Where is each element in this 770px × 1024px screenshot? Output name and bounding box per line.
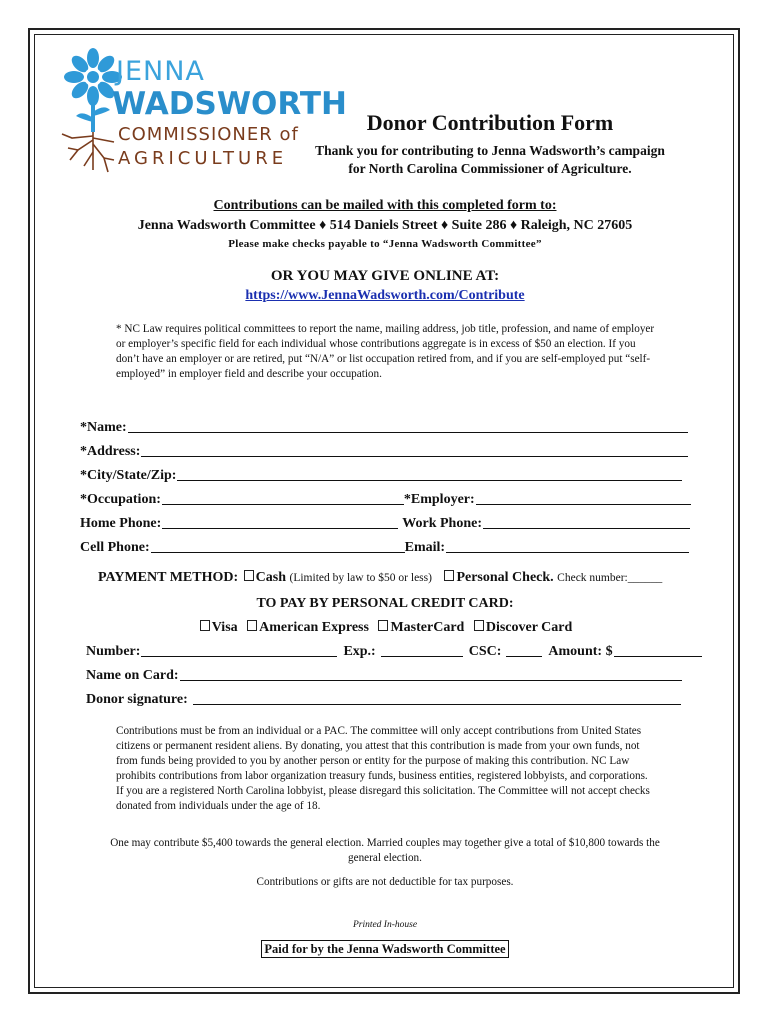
contribution-limit-note: One may contribute $5,400 towards the general election. Married couples may together give a total of $10,800 towards the general election.	[110, 837, 660, 864]
city-state-zip-input-line[interactable]	[177, 468, 682, 481]
city-state-zip-field[interactable]	[80, 468, 682, 484]
cash-checkbox[interactable]	[244, 570, 254, 581]
logo-first-name: JENNA	[116, 56, 205, 87]
mastercard-checkbox[interactable]	[378, 620, 388, 631]
card-details-field[interactable]	[86, 644, 702, 660]
logo-office-line1: COMMISSIONER of	[118, 124, 299, 145]
thank-you-message	[290, 142, 690, 178]
exp-label: Exp.:	[343, 644, 376, 659]
cell-phone-label: Cell Phone:	[80, 540, 150, 555]
occupation-field[interactable]	[80, 492, 691, 508]
employer-input-line[interactable]	[476, 492, 691, 505]
thank-you-line2: for North Carolina Commissioner of Agriculture.	[348, 161, 632, 176]
online-heading: OR YOU MAY GIVE ONLINE AT:	[270, 268, 500, 284]
card-number-label: Number:	[86, 644, 141, 659]
discover-checkbox[interactable]	[474, 620, 484, 631]
occupation-input-line[interactable]	[162, 492, 404, 505]
card-type-options	[60, 620, 710, 636]
work-phone-input-line[interactable]	[483, 516, 690, 529]
nc-law-note: * NC Law requires political committees to report the name, mailing address, job title, profession, and name of employer or employer’s specific field for each individual whose contributions aggregate is in excess of $50 an election. If you don’t have an employer or are retired, put “N/A” or list occupation retired from, and if you are self-employed put “self-employed” in employer field and describe your occupation.	[116, 323, 655, 380]
checks-payable-note: Please make checks payable to “Jenna Wadsworth Committee”	[228, 238, 542, 250]
name-on-card-label: Name on Card:	[86, 668, 179, 683]
payment-method-row	[98, 570, 662, 586]
address-input-line[interactable]	[141, 444, 688, 457]
address-field[interactable]	[80, 444, 688, 460]
city-state-zip-label: *City/State/Zip:	[80, 468, 177, 483]
mail-address: Jenna Wadsworth Committee ♦ 514 Daniels Street ♦ Suite 286 ♦ Raleigh, NC 27605	[137, 218, 633, 233]
amount-label: Amount: $	[548, 644, 613, 659]
amex-checkbox[interactable]	[247, 620, 257, 631]
signature-label: Donor signature:	[86, 692, 188, 707]
cell-phone-input-line[interactable]	[151, 540, 405, 553]
name-label: *Name:	[80, 420, 127, 435]
mail-heading: Contributions can be mailed with this completed form to:	[213, 198, 557, 213]
campaign-logo	[58, 48, 347, 178]
signature-field[interactable]	[86, 692, 681, 708]
occupation-label: *Occupation:	[80, 492, 161, 507]
cash-label: Cash	[255, 570, 286, 585]
check-number-field[interactable]: Check number:______	[557, 572, 663, 584]
thank-you-line1: Thank you for contributing to Jenna Wadsworth’s campaign	[315, 143, 665, 158]
visa-checkbox[interactable]	[200, 620, 210, 631]
form-title: Donor Contribution Form	[366, 110, 614, 135]
address-label: *Address:	[80, 444, 141, 459]
contribute-link[interactable]: https://www.JennaWadsworth.com/Contribute	[245, 288, 525, 303]
name-input-line[interactable]	[128, 420, 688, 433]
work-phone-label: Work Phone:	[402, 516, 482, 531]
tax-note: Contributions or gifts are not deductible for tax purposes.	[256, 876, 514, 888]
exp-input-line[interactable]	[381, 644, 463, 657]
logo-last-name: WADSWORTH	[112, 86, 347, 122]
employer-label: *Employer:	[403, 492, 475, 507]
mastercard-label: MasterCard	[390, 620, 465, 635]
csc-input-line[interactable]	[506, 644, 542, 657]
name-field[interactable]	[80, 420, 688, 436]
name-on-card-input-line[interactable]	[180, 668, 682, 681]
csc-label: CSC:	[468, 644, 502, 659]
home-phone-input-line[interactable]	[162, 516, 398, 529]
phone-field[interactable]	[80, 516, 690, 532]
paid-for-disclaimer: Paid for by the Jenna Wadsworth Committee	[261, 940, 508, 958]
card-number-input-line[interactable]	[141, 644, 337, 657]
email-input-line[interactable]	[446, 540, 689, 553]
amount-input-line[interactable]	[614, 644, 702, 657]
email-label: Email:	[404, 540, 446, 555]
personal-check-checkbox[interactable]	[444, 570, 454, 581]
cash-limit-note: (Limited by law to $50 or less)	[289, 572, 432, 584]
amex-label: American Express	[259, 620, 369, 635]
name-on-card-field[interactable]	[86, 668, 682, 684]
signature-input-line[interactable]	[193, 692, 681, 705]
credit-card-heading: TO PAY BY PERSONAL CREDIT CARD:	[256, 596, 514, 611]
printed-in-house-note: Printed In-house	[352, 920, 418, 930]
discover-label: Discover Card	[485, 620, 573, 635]
visa-label: Visa	[211, 620, 238, 635]
eligibility-notice: Contributions must be from an individual or a PAC. The committee will only accept contributions from United States citizens or permanent resident aliens. By donating, you attest that this contribution is made from your own funds, not from funds being provided to you by another person or entity for the purpose of making this contribution. NC Law prohibits contributions from labor organization treasury funds, business entities, registered lobbyists, and corporations. If you are a registered North Carolina lobbyist, please disregard this solicitation. The Committee will not accept checks donated from individuals under the age of 18.	[116, 725, 650, 812]
logo-office-line2: AGRICULTURE	[118, 148, 288, 169]
cell-email-field[interactable]	[80, 540, 689, 556]
home-phone-label: Home Phone:	[80, 516, 162, 531]
paid-for-wrapper	[100, 940, 670, 958]
payment-method-label: PAYMENT METHOD:	[98, 570, 239, 585]
personal-check-label: Personal Check.	[456, 570, 554, 585]
